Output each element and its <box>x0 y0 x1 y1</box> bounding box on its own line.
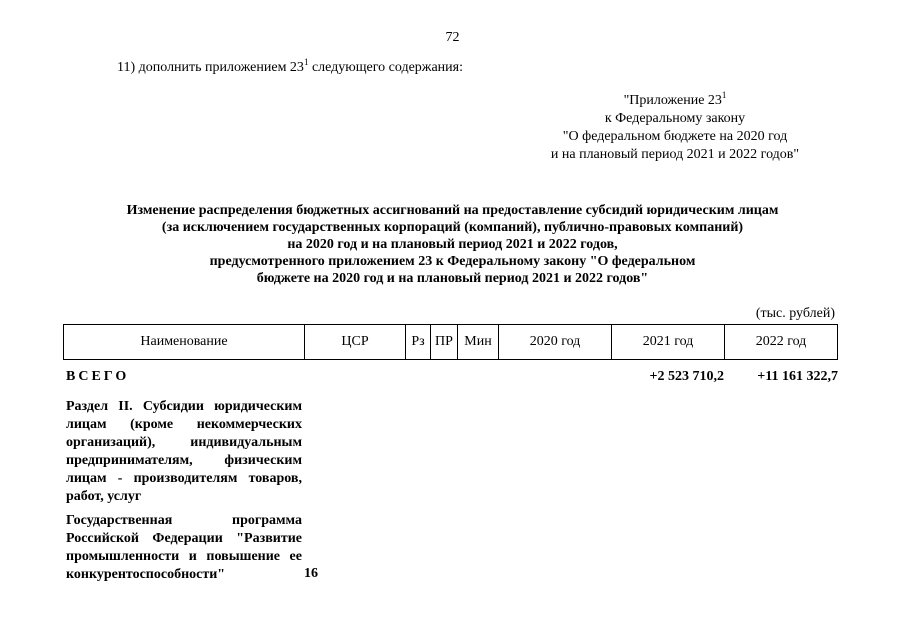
header-name: Наименование <box>64 325 305 360</box>
appendix-line-1 <box>540 92 810 110</box>
header-csr: ЦСР <box>305 325 406 360</box>
appendix-line-3: "О федеральном бюджете на 2020 год <box>562 129 788 144</box>
total-row-label: ВСЕГО <box>66 369 130 384</box>
title-line-4: предусмотренного приложением 23 к Федеральному закону "О федеральном <box>209 254 696 269</box>
table-header <box>63 324 838 360</box>
table-header-row <box>64 325 838 360</box>
intro-superscript: 1 <box>303 57 309 67</box>
header-pr: ПР <box>431 325 458 360</box>
intro-text: 11) дополнить приложением 23 <box>117 60 304 75</box>
appendix-line-2: к Федеральному закону <box>604 111 746 126</box>
header-rz: Рз <box>406 325 431 360</box>
document-title <box>60 202 845 287</box>
title-line-2: (за исключением государственных корпораций (компаний), публично-правовых компаний) <box>161 220 744 235</box>
section-row-name: Раздел II. Субсидии юридическим лицам (кроме некоммерческих организаций), индивидуальным предпринимателям, физическим лицам - производителям товаров, работ, услуг <box>66 399 302 504</box>
title-line-3: на 2020 год и на плановый период 2021 и 2022 годов, <box>287 237 618 252</box>
title-line-5: бюджете на 2020 год и на плановый период 2021 и 2022 годов" <box>256 271 649 286</box>
total-row-2021: +2 523 710,2 <box>649 369 724 384</box>
intro-paragraph <box>117 57 463 76</box>
appendix-superscript: 1 <box>721 90 727 100</box>
total-row-2022: +11 161 322,7 <box>757 369 838 384</box>
appendix-line-1-text: "Приложение 23 <box>623 93 722 108</box>
program-row-name: Государственная программа Российской Федерации "Развитие промышленности и повышение ее конкурентоспособности" <box>66 513 302 582</box>
page-number: 72 <box>445 30 460 45</box>
header-min: Мин <box>458 325 499 360</box>
appendix-reference <box>540 92 810 164</box>
title-line-1: Изменение распределения бюджетных ассигнований на предоставление субсидий юридическим лицам <box>126 203 779 218</box>
appendix-line-4: и на плановый период 2021 и 2022 годов" <box>550 147 800 162</box>
intro-tail: следующего содержания: <box>308 60 463 75</box>
header-2022: 2022 год <box>725 325 838 360</box>
header-2021: 2021 год <box>612 325 725 360</box>
header-2020: 2020 год <box>499 325 612 360</box>
program-row-csr: 16 <box>304 566 318 581</box>
units-label: (тыс. рублей) <box>755 306 835 321</box>
